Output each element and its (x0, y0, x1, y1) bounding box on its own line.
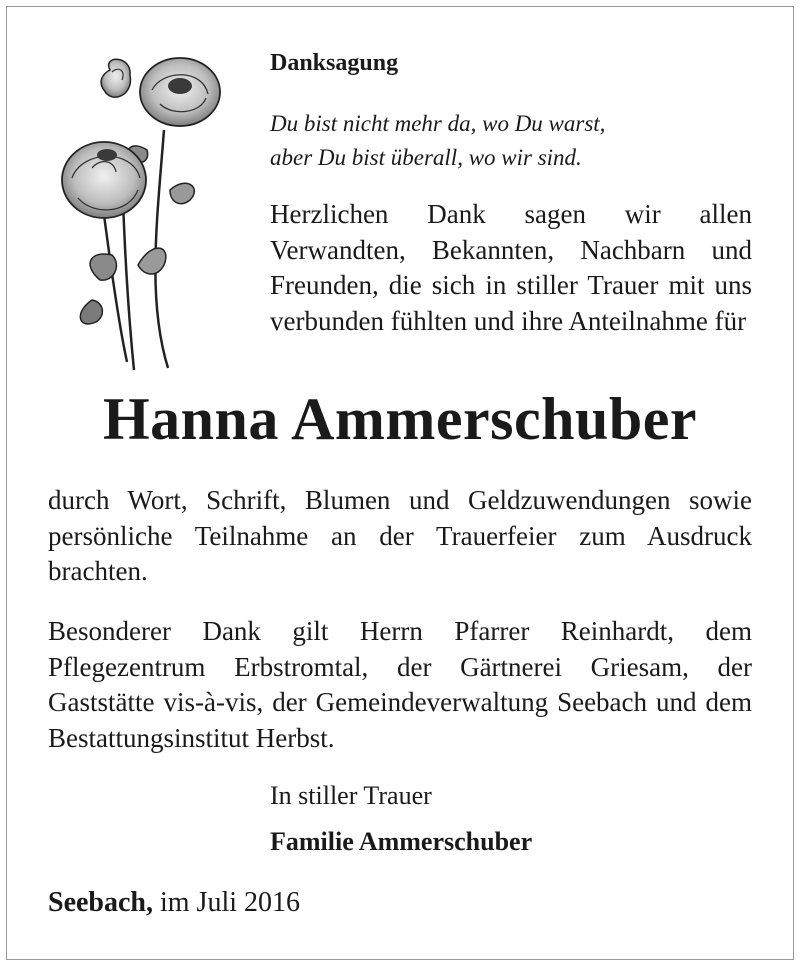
verse-line: aber Du bist überall, wo wir sind. (270, 145, 582, 170)
verse-line: Du bist nicht mehr da, wo Du warst, (270, 111, 606, 136)
thanks-paragraph: durch Wort, Schrift, Blumen und Geldzuwendungen sowie persönliche Teilnahme an der Trauerfeier zum Ausdruck brachten. (48, 485, 752, 586)
notice-heading: Danksagung (270, 50, 399, 76)
thanks-text: Herzlichen Dank sagen wir allen Verwandten, Bekannten, Nachbarn und Freunden, die sich in stiller Trauer mit uns verbunden fühlten und ihre Anteilnahme für (270, 199, 752, 336)
verse-quote (270, 107, 605, 175)
special-thanks-paragraph: Besonderer Dank gilt Herrn Pfarrer Reinhardt, dem Pflegezentrum Erbstromtal, der Gärtnerei Griesam, der Gaststätte vis-à-vis, der Gemeindeverwaltung Seebach und dem Bestattungsinstitut Herbst. (48, 616, 752, 753)
place-date (48, 887, 300, 919)
place-name: Seebach, (48, 887, 153, 918)
family-signature: Familie Ammerschuber (270, 827, 533, 856)
date-text: im Juli 2016 (153, 887, 301, 918)
deceased-name: Hanna Ammerschuber (103, 386, 697, 452)
roses-illustration (52, 50, 222, 380)
sign-off-line: In stiller Trauer (270, 781, 432, 810)
